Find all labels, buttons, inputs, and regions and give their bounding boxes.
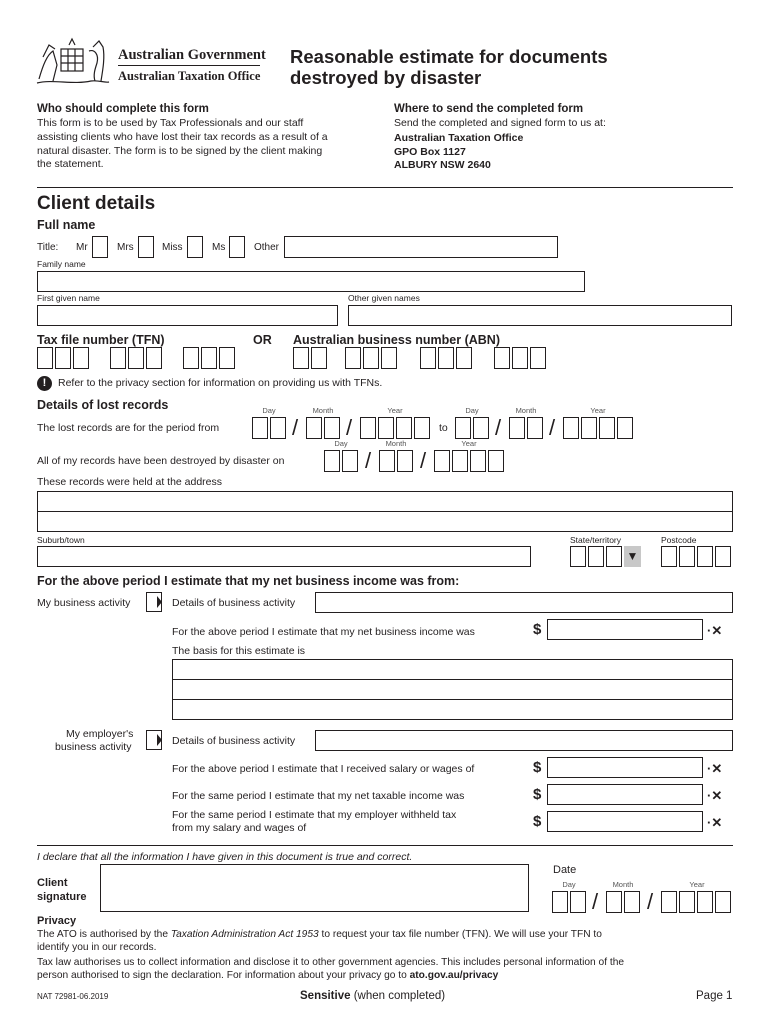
sensitive-word: Sensitive xyxy=(300,990,351,1002)
first-given-name-label: First given name xyxy=(37,293,100,303)
taxable-label: For the same period I estimate that my net taxable income was xyxy=(172,790,465,802)
taxable-input[interactable] xyxy=(547,784,703,805)
tfn-digit-3[interactable] xyxy=(73,347,89,369)
basis-line-1-input[interactable] xyxy=(172,659,733,680)
date-separator: / xyxy=(346,415,353,440)
to-year-1[interactable] xyxy=(563,417,579,439)
date-separator: / xyxy=(420,448,427,473)
abn-digit-6[interactable] xyxy=(420,347,436,369)
abn-label: Australian business number (ABN) xyxy=(293,333,500,347)
net-income-input[interactable] xyxy=(547,619,703,640)
privacy-heading: Privacy xyxy=(37,915,77,927)
address-line-2-input[interactable] xyxy=(37,511,733,532)
salary-input[interactable] xyxy=(547,757,703,778)
address-label: These records were held at the address xyxy=(37,476,223,488)
address-line-3: ALBURY NSW 2640 xyxy=(394,159,491,171)
privacy-act-name: Taxation Administration Act 1953 xyxy=(170,929,319,940)
tfn-digit-8[interactable] xyxy=(201,347,217,369)
state-char-2[interactable] xyxy=(588,546,604,567)
tfn-digit-4[interactable] xyxy=(110,347,126,369)
page-number: Page 1 xyxy=(696,990,733,1002)
coat-of-arms-logo xyxy=(33,35,113,87)
sig-year-1[interactable] xyxy=(661,891,677,913)
title-label: Title: xyxy=(37,242,59,253)
my-business-label: My business activity xyxy=(37,597,131,609)
agency-rule xyxy=(118,65,260,66)
dollar-sign: $ xyxy=(533,759,542,776)
section-divider xyxy=(37,187,733,188)
suburb-input[interactable] xyxy=(37,546,531,567)
sig-month-1[interactable] xyxy=(606,891,622,913)
or-label: OR xyxy=(253,333,272,347)
who-line-2: assisting clients who have lost their tax records as a result of a xyxy=(37,131,328,143)
sig-month-caption: Month xyxy=(612,880,634,889)
abn-digit-4[interactable] xyxy=(363,347,379,369)
from-year-caption: Year xyxy=(387,406,403,415)
dollar-sign: $ xyxy=(533,621,542,638)
title-other-input[interactable] xyxy=(284,236,558,258)
where-line: Send the completed and signed form to us at: xyxy=(394,117,606,129)
postcode-digit-4[interactable] xyxy=(715,546,731,567)
income-heading: For the above period I estimate that my net business income was from: xyxy=(37,574,460,588)
destroyed-month-1[interactable] xyxy=(379,450,395,472)
title-miss-checkbox[interactable] xyxy=(187,236,203,258)
abn-digit-9[interactable] xyxy=(494,347,510,369)
destroyed-year-1[interactable] xyxy=(434,450,450,472)
no-cents-icon: ·✕ xyxy=(707,788,723,803)
form-title: Reasonable estimate for documents xyxy=(290,46,608,67)
no-cents-icon: ·✕ xyxy=(707,623,723,638)
destroyed-year-3[interactable] xyxy=(470,450,486,472)
privacy-text: to request your tax file number (TFN). We will use your TFN to xyxy=(318,929,602,940)
lost-records-heading: Details of lost records xyxy=(37,398,169,412)
from-day-caption: Day xyxy=(262,406,276,415)
title-mrs-label: Mrs xyxy=(117,242,134,253)
sig-day-caption: Day xyxy=(562,880,576,889)
address-line-1: Australian Taxation Office xyxy=(394,132,524,144)
employer-business-checkbox[interactable] xyxy=(146,730,162,750)
salary-label: For the above period I estimate that I received salary or wages of xyxy=(172,763,475,775)
postcode-digit-3[interactable] xyxy=(697,546,713,567)
employer-details-label: Details of business activity xyxy=(172,735,296,747)
to-month-caption: Month xyxy=(515,406,537,415)
tfn-digit-7[interactable] xyxy=(183,347,199,369)
full-name-heading: Full name xyxy=(37,218,96,232)
from-day-2[interactable] xyxy=(270,417,286,439)
date-label: Date xyxy=(553,864,577,876)
abn-digit-2[interactable] xyxy=(311,347,327,369)
net-income-label: For the above period I estimate that my net business income was xyxy=(172,626,475,638)
to-year-2[interactable] xyxy=(581,417,597,439)
employer-label-2: business activity xyxy=(55,741,132,753)
destroyed-day-1[interactable] xyxy=(324,450,340,472)
who-line-1: This form is to be used by Tax Professionals and our staff xyxy=(37,117,304,129)
privacy-link[interactable]: ato.gov.au/privacy xyxy=(409,970,499,981)
destroyed-label: All of my records have been destroyed by disaster on xyxy=(37,455,285,467)
basis-line-3-input[interactable] xyxy=(172,699,733,720)
privacy-para-1b: identify you in our records. xyxy=(37,942,157,953)
who-heading: Who should complete this form xyxy=(37,103,209,115)
to-month-1[interactable] xyxy=(509,417,525,439)
from-year-2[interactable] xyxy=(378,417,394,439)
address-line-2: GPO Box 1127 xyxy=(394,146,466,158)
postcode-label: Postcode xyxy=(661,535,697,545)
title-mrs-checkbox[interactable] xyxy=(138,236,154,258)
abn-digit-3[interactable] xyxy=(345,347,361,369)
other-given-names-input[interactable] xyxy=(348,305,732,326)
form-title-line2: destroyed by disaster xyxy=(290,67,482,88)
date-separator: / xyxy=(365,448,372,473)
privacy-para-2b xyxy=(37,970,498,981)
when-completed: (when completed) xyxy=(350,990,446,1002)
gov-name: Australian Government xyxy=(118,47,266,63)
sig-year-3[interactable] xyxy=(697,891,713,913)
title-mr-checkbox[interactable] xyxy=(92,236,108,258)
privacy-note: Refer to the privacy section for information on providing us with TFNs. xyxy=(58,377,383,389)
who-line-3: natural disaster. The form is to be signed by the client making xyxy=(37,145,323,157)
period-from-label: The lost records are for the period from xyxy=(37,422,220,434)
from-year-3[interactable] xyxy=(396,417,412,439)
destroyed-month-caption: Month xyxy=(385,439,407,448)
abn-digit-1[interactable] xyxy=(293,347,309,369)
to-year-caption: Year xyxy=(590,406,606,415)
withheld-label-1: For the same period I estimate that my employer withheld tax xyxy=(172,809,457,821)
signature-input[interactable] xyxy=(100,864,529,912)
abn-digit-7[interactable] xyxy=(438,347,454,369)
sig-year-2[interactable] xyxy=(679,891,695,913)
tfn-digit-6[interactable] xyxy=(146,347,162,369)
tfn-digit-1[interactable] xyxy=(37,347,53,369)
destroyed-day-2[interactable] xyxy=(342,450,358,472)
privacy-para-1 xyxy=(37,929,602,940)
postcode-digit-1[interactable] xyxy=(661,546,677,567)
date-separator: / xyxy=(292,415,299,440)
family-name-input[interactable] xyxy=(37,271,585,292)
client-label: Client xyxy=(37,877,68,889)
abn-digit-8[interactable] xyxy=(456,347,472,369)
date-separator: / xyxy=(647,889,654,914)
to-month-2[interactable] xyxy=(527,417,543,439)
declaration-divider xyxy=(37,845,733,846)
from-month-2[interactable] xyxy=(324,417,340,439)
withheld-input[interactable] xyxy=(547,811,703,832)
employer-details-input[interactable] xyxy=(315,730,733,751)
destroyed-day-caption: Day xyxy=(334,439,348,448)
tfn-digit-9[interactable] xyxy=(219,347,235,369)
to-day-caption: Day xyxy=(465,406,479,415)
from-day-1[interactable] xyxy=(252,417,268,439)
my-business-checkbox[interactable] xyxy=(146,592,162,612)
privacy-text: The ATO is authorised by the xyxy=(37,929,171,940)
state-char-3[interactable] xyxy=(606,546,622,567)
to-day-1[interactable] xyxy=(455,417,471,439)
sensitivity-label xyxy=(300,990,445,1002)
from-month-caption: Month xyxy=(312,406,334,415)
from-year-1[interactable] xyxy=(360,417,376,439)
sig-day-1[interactable] xyxy=(552,891,568,913)
basis-line-2-input[interactable] xyxy=(172,679,733,700)
state-label: State/territory xyxy=(570,535,622,545)
title-mr-label: Mr xyxy=(76,242,88,253)
abn-digit-10[interactable] xyxy=(512,347,528,369)
details-business-label: Details of business activity xyxy=(172,597,296,609)
form-code: NAT 72981-06.2019 xyxy=(37,992,109,1001)
dollar-sign: $ xyxy=(533,813,542,830)
sig-day-2[interactable] xyxy=(570,891,586,913)
state-dropdown-icon[interactable]: ▼ xyxy=(624,546,641,567)
info-icon: ! xyxy=(37,376,52,391)
date-separator: / xyxy=(592,889,599,914)
tfn-digit-2[interactable] xyxy=(55,347,71,369)
sig-year-caption: Year xyxy=(689,880,705,889)
from-month-1[interactable] xyxy=(306,417,322,439)
no-cents-icon: ·✕ xyxy=(707,761,723,776)
destroyed-year-2[interactable] xyxy=(452,450,468,472)
destroyed-month-2[interactable] xyxy=(397,450,413,472)
abn-digit-11[interactable] xyxy=(530,347,546,369)
to-year-4[interactable] xyxy=(617,417,633,439)
sig-year-4[interactable] xyxy=(715,891,731,913)
destroyed-year-4[interactable] xyxy=(488,450,504,472)
postcode-digit-2[interactable] xyxy=(679,546,695,567)
abn-digit-5[interactable] xyxy=(381,347,397,369)
date-separator: / xyxy=(495,415,502,440)
title-other-label: Other xyxy=(254,242,280,253)
no-cents-icon: ·✕ xyxy=(707,815,723,830)
title-miss-label: Miss xyxy=(162,242,183,253)
title-ms-checkbox[interactable] xyxy=(229,236,245,258)
first-given-name-input[interactable] xyxy=(37,305,338,326)
basis-label: The basis for this estimate is xyxy=(172,645,306,657)
to-label: to xyxy=(439,422,448,434)
tfn-digit-5[interactable] xyxy=(128,347,144,369)
address-line-1-input[interactable] xyxy=(37,491,733,512)
who-line-4: the statement. xyxy=(37,158,104,170)
sig-month-2[interactable] xyxy=(624,891,640,913)
tfn-label: Tax file number (TFN) xyxy=(37,333,165,347)
family-name-label: Family name xyxy=(37,259,86,269)
to-day-2[interactable] xyxy=(473,417,489,439)
withheld-label-2: from my salary and wages of xyxy=(172,822,307,834)
employer-label-1: My employer's xyxy=(66,728,134,740)
destroyed-year-caption: Year xyxy=(461,439,477,448)
title-ms-label: Ms xyxy=(212,242,226,253)
privacy-text: person authorised to sign the declaration. For information about your privacy go to xyxy=(37,970,410,981)
dollar-sign: $ xyxy=(533,786,542,803)
date-separator: / xyxy=(549,415,556,440)
from-year-4[interactable] xyxy=(414,417,430,439)
state-char-1[interactable] xyxy=(570,546,586,567)
privacy-para-2: Tax law authorises us to collect information and disclose it to other government agencies. This includes personal information of the xyxy=(37,957,625,968)
client-details-heading: Client details xyxy=(37,193,156,214)
to-year-3[interactable] xyxy=(599,417,615,439)
signature-label: signature xyxy=(37,891,87,903)
declaration-text: I declare that all the information I have given in this document is true and correct. xyxy=(37,851,413,863)
details-business-input[interactable] xyxy=(315,592,733,613)
agency-name: Australian Taxation Office xyxy=(118,69,261,83)
where-heading: Where to send the completed form xyxy=(394,103,584,115)
other-given-names-label: Other given names xyxy=(348,293,420,303)
suburb-label: Suburb/town xyxy=(37,535,85,545)
